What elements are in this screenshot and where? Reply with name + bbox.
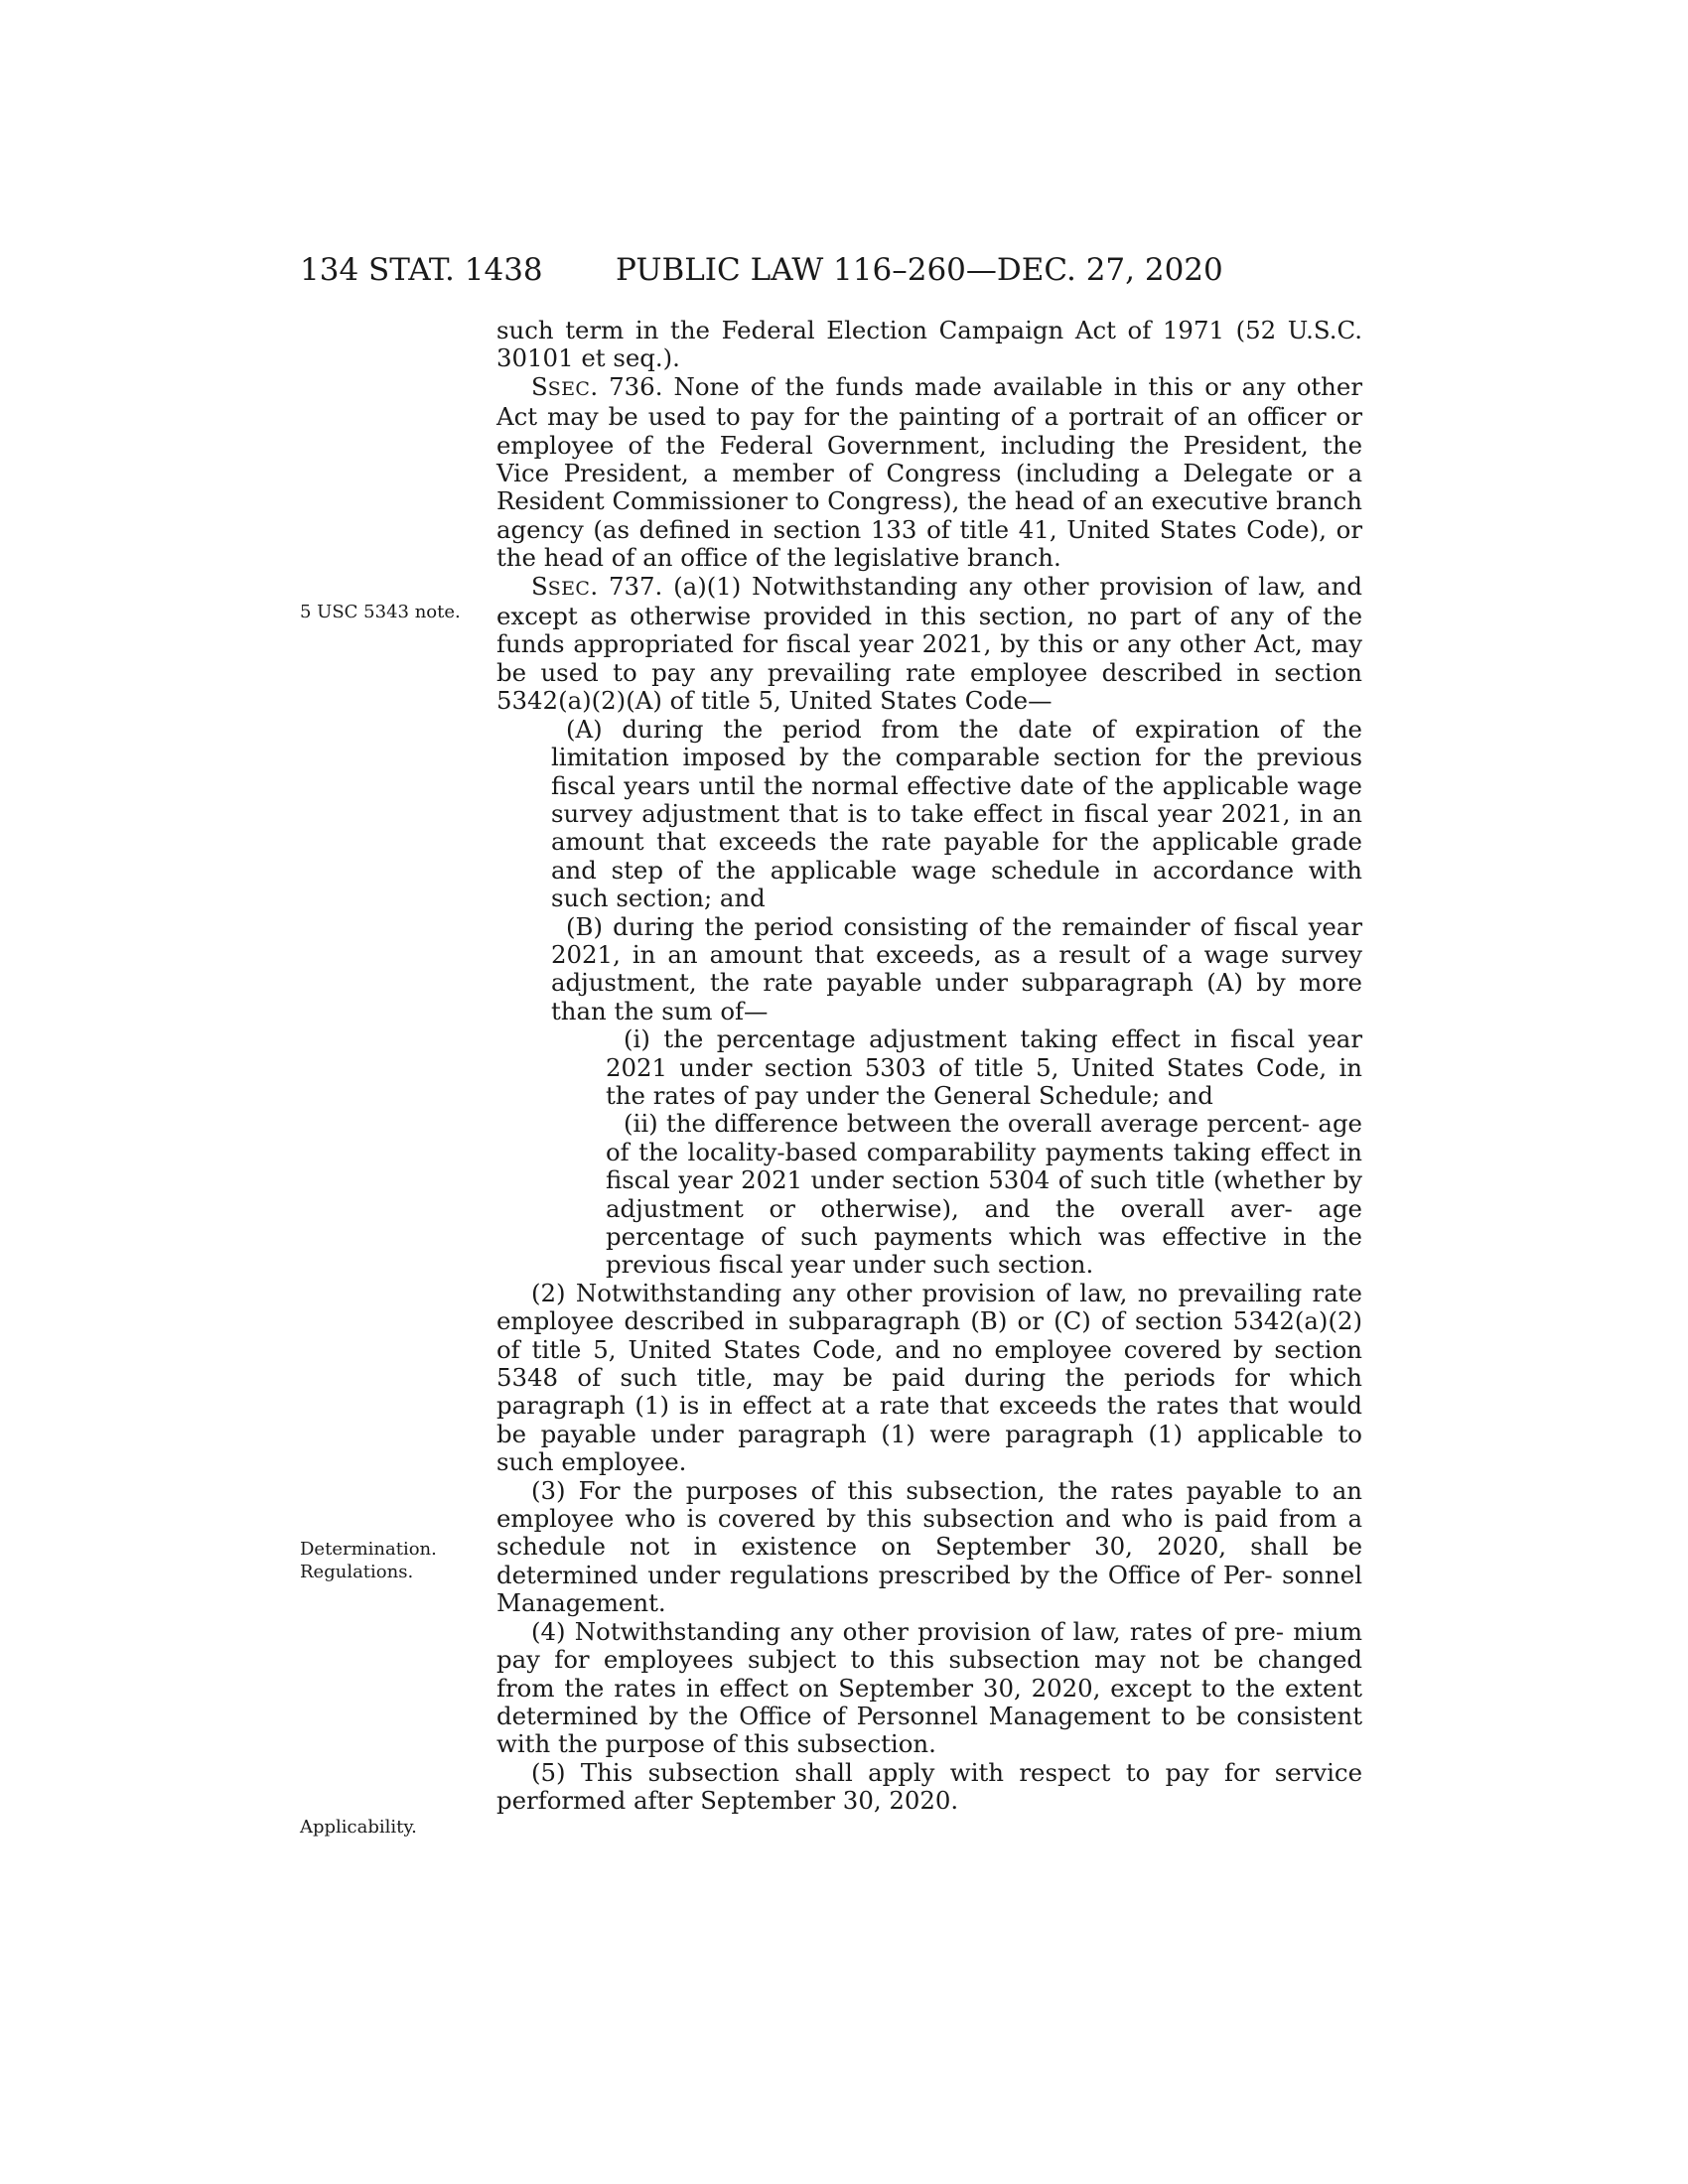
section-737: SSEC. 737. (a)(1) Notwithstanding any other provision of law, and except as otherwise provided in this section, no part of any of the funds appropriated for fiscal year 2021, by this or any other Act, may be used to pay any prevailing rate employee described in section 5342(a)(2)(A) of title 5, United States Code— [496, 571, 1362, 716]
margin-note-applicability: Applicability. [300, 1817, 417, 1838]
clause-i: (i) the percentage adjustment taking effect in fiscal year 2021 under section 5303 of title 5, United States Code, in the rates of pay under the General Schedule; and [606, 1024, 1362, 1110]
sec-736-text: . 736. None of the funds made available in this or any other Act may be used to pay for the painting of a portrait of an officer or employee of the Federal Government, including the President, the Vice President, a member of Congress (including a Delegate or a Resident Commissioner to Congress), the head of an executive branch agency (as defined in section 133 of title 41, United States Code), or the head of an office of the legislative branch. [496, 371, 1362, 573]
page-header [300, 250, 1364, 290]
margin-note-usc: 5 USC 5343 note. [300, 602, 461, 622]
public-law-title: PUBLIC LAW 116–260—DEC. 27, 2020 [616, 252, 1223, 288]
paragraph-4: (4) Notwithstanding any other provision of law, rates of pre- mium pay for employees subject to this subsection may not be changed from the rates in effect on September 30, 2020, except to the extent determined by the Office of Personnel Management to be consistent with the purpose of this subsection. [496, 1616, 1362, 1759]
paragraph-3: (3) For the purposes of this subsection, the rates payable to an employee who is covered by this subsection and who is paid from a schedule not in existence on September 30, 2020, shall be determined under regulations prescribed by the Office of Per- sonnel Management. [496, 1475, 1362, 1618]
continued-text: such term in the Federal Election Campaign Act of 1971 (52 U.S.C. 30101 et seq.). [496, 316, 1362, 373]
paragraph-5: (5) This subsection shall apply with respect to pay for service performed after September 30, 2020. [496, 1757, 1362, 1816]
margin-note-determination: Determination. [300, 1539, 437, 1560]
statute-body [496, 317, 1362, 1816]
paragraph-B: (B) during the period consisting of the remainder of fiscal year 2021, in an amount that exceeds, as a result of a wage survey adjustment, the rate payable under subparagraph (A) by more than the sum of— [551, 911, 1362, 1025]
clause-block [496, 1025, 1362, 1280]
subparagraph-block [496, 716, 1362, 1025]
sec-736-label: SEC [547, 377, 591, 400]
clause-ii: (ii) the difference between the overall average percent- age of the locality-based comparability payments taking effect in fiscal year 2021 under section 5304 of such title (whether by adjustment or otherwise), and the overall aver- age percentage of such payments which was effective in the previous fiscal year under such section. [606, 1109, 1362, 1280]
sec-737-label: SEC [547, 577, 591, 600]
sec-737-text: . 737. (a)(1) Notwithstanding any other provision of law, and except as otherwise provided in this section, no part of any of the funds appropriated for fiscal year 2021, by this or any other Act, may be used to pay any prevailing rate employee described in section 5342(a)(2)(A) of title 5, United States Code— [496, 571, 1362, 716]
section-736: SSEC. 736. None of the funds made available in this or any other Act may be used to pay for the painting of a portrait of an officer or employee of the Federal Government, including the President, the Vice President, a member of Congress (including a Delegate or a Resident Commissioner to Congress), the head of an executive branch agency (as defined in section 133 of title 41, United States Code), or the head of an office of the legislative branch. [496, 371, 1362, 573]
paragraph-A: (A) during the period from the date of expiration of the limitation imposed by the comparable section for the previous fiscal years until the normal effective date of the applicable wage survey adjustment that is to take effect in fiscal year 2021, in an amount that exceeds the rate payable for the applicable grade and step of the applicable wage schedule in accordance with such section; and [551, 714, 1362, 913]
paragraph-2: (2) Notwithstanding any other provision of law, no prevailing rate employee described in subparagraph (B) or (C) of section 5342(a)(2) of title 5, United States Code, and no employee covered by section 5348 of such title, may be paid during the periods for which paragraph (1) is in effect at a rate that exceeds the rates that would be payable under paragraph (1) were paragraph (1) applicable to such employee. [496, 1278, 1362, 1477]
margin-note-regulations: Regulations. [300, 1562, 414, 1582]
stat-citation: 134 STAT. 1438 [300, 252, 543, 288]
